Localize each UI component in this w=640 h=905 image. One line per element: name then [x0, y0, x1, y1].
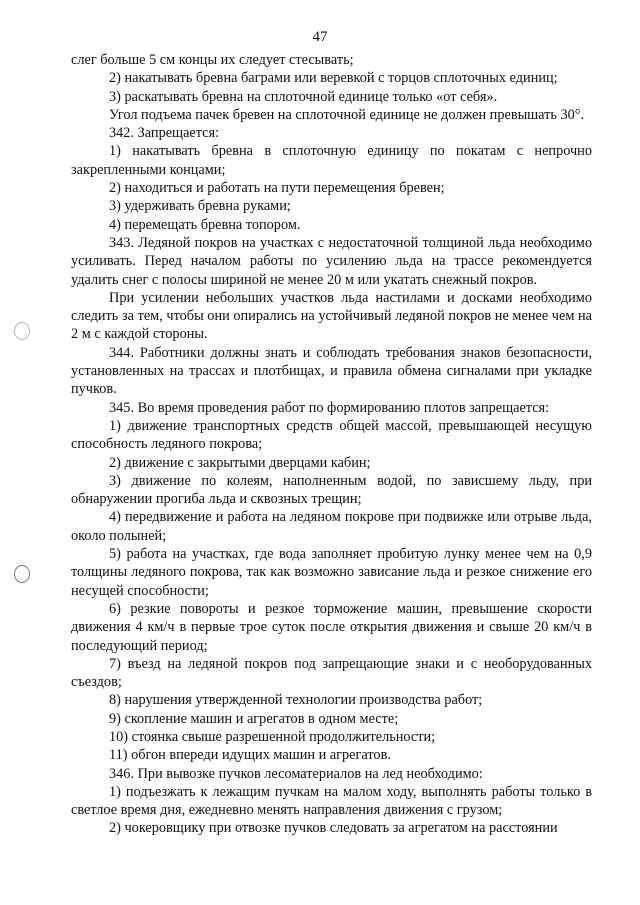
- page-number: 47: [312, 29, 328, 45]
- paragraph: 2) чокеровщику при отвозке пучков следовать за агрегатом на расстоянии: [109, 820, 558, 837]
- paragraph: 3) движение по колеям, наполненным водой, по зависшему льду, при обнаружении прогиба льда и сквозных трещин;: [71, 472, 592, 508]
- paragraph: 344. Работники должны знать и соблюдать требования знаков безопасности, установленных на трассах и плотбищах, и правила обмена сигналами при укладке пучков.: [71, 344, 592, 398]
- paragraph: 7) въезд на ледяной покров под запрещающие знаки и с необорудованных съездов;: [71, 655, 592, 691]
- paragraph: 8) нарушения утвержденной технологии производства работ;: [109, 692, 483, 709]
- paragraph: слег больше 5 см концы их следует стесывать;: [71, 52, 354, 68]
- paragraph: 6) резкие повороты и резкое торможение машин, превышение скорости движения 4 км/ч в первые трое суток после открытия движения и свыше 20 км/ч в последующий период;: [71, 600, 592, 654]
- paragraph: 1) подъезжать к лежащим пучкам на малом ходу, выполнять работы только в светлое время дня, ежедневно менять направления движения с грузом;: [71, 783, 592, 819]
- paragraph: 5) работа на участках, где вода заполняет пробитую лунку менее чем на 0,9 толщины ледяного покрова, так как возможно зависание льда и резкое снижение его несущей способности;: [71, 546, 592, 599]
- paragraph: 11) обгон впереди идущих машин и агрегатов.: [109, 747, 391, 764]
- paragraph: 346. При вывозке пучков лесоматериалов на лед необходимо:: [109, 765, 483, 782]
- paragraph: 4) перемещать бревна топором.: [109, 216, 301, 233]
- paragraph: 4) передвижение и работа на ледяном покрове при подвижке или отрыве льда, около полыней;: [71, 509, 592, 544]
- paragraph: 2) находиться и работать на пути перемещения бревен;: [109, 180, 445, 197]
- paragraph: 2) накатывать бревна баграми или веревкой с торцов сплоточных единиц;: [109, 70, 558, 87]
- paragraph: 2) движение с закрытыми дверцами кабин;: [109, 454, 371, 471]
- paragraph: 343. Ледяной покров на участках с недостаточной толщиной льда необходимо усиливать. Перед началом работы по усилению льда на трассе рекомендуется удалить снег с полосы шириной не менее 20 м или укатать снежный покров.: [71, 234, 592, 288]
- paragraph: При усилении небольших участков льда настилами и досками необходимо следить за тем, чтобы они опирались на устойчивый ледяной покров не менее чем на 2 м с каждой стороны.: [71, 289, 592, 343]
- paragraph: 1) движение транспортных средств общей массой, превышающей несущую способность ледяного покрова;: [71, 417, 592, 453]
- punch-hole-mark: [14, 565, 30, 583]
- paragraph: 9) скопление машин и агрегатов в одном месте;: [109, 710, 399, 727]
- paragraph: Угол подъема пачек бревен на сплоточной единице не должен превышать 30°.: [109, 106, 585, 123]
- paragraph: 3) раскатывать бревна на сплоточной единице только «от себя».: [109, 88, 498, 105]
- paragraph: 3) удерживать бревна руками;: [109, 198, 291, 215]
- document-body: [71, 51, 592, 838]
- paragraph: 345. Во время проведения работ по формированию плотов запрещается:: [109, 399, 550, 416]
- paragraph: 1) накатывать бревна в сплоточную единицу по покатам с непрочно закрепленными концами;: [71, 143, 592, 178]
- paragraph: 10) стоянка свыше разрешенной продолжительности;: [109, 728, 436, 745]
- punch-hole-mark: [14, 322, 30, 340]
- paragraph: 342. Запрещается:: [109, 125, 220, 142]
